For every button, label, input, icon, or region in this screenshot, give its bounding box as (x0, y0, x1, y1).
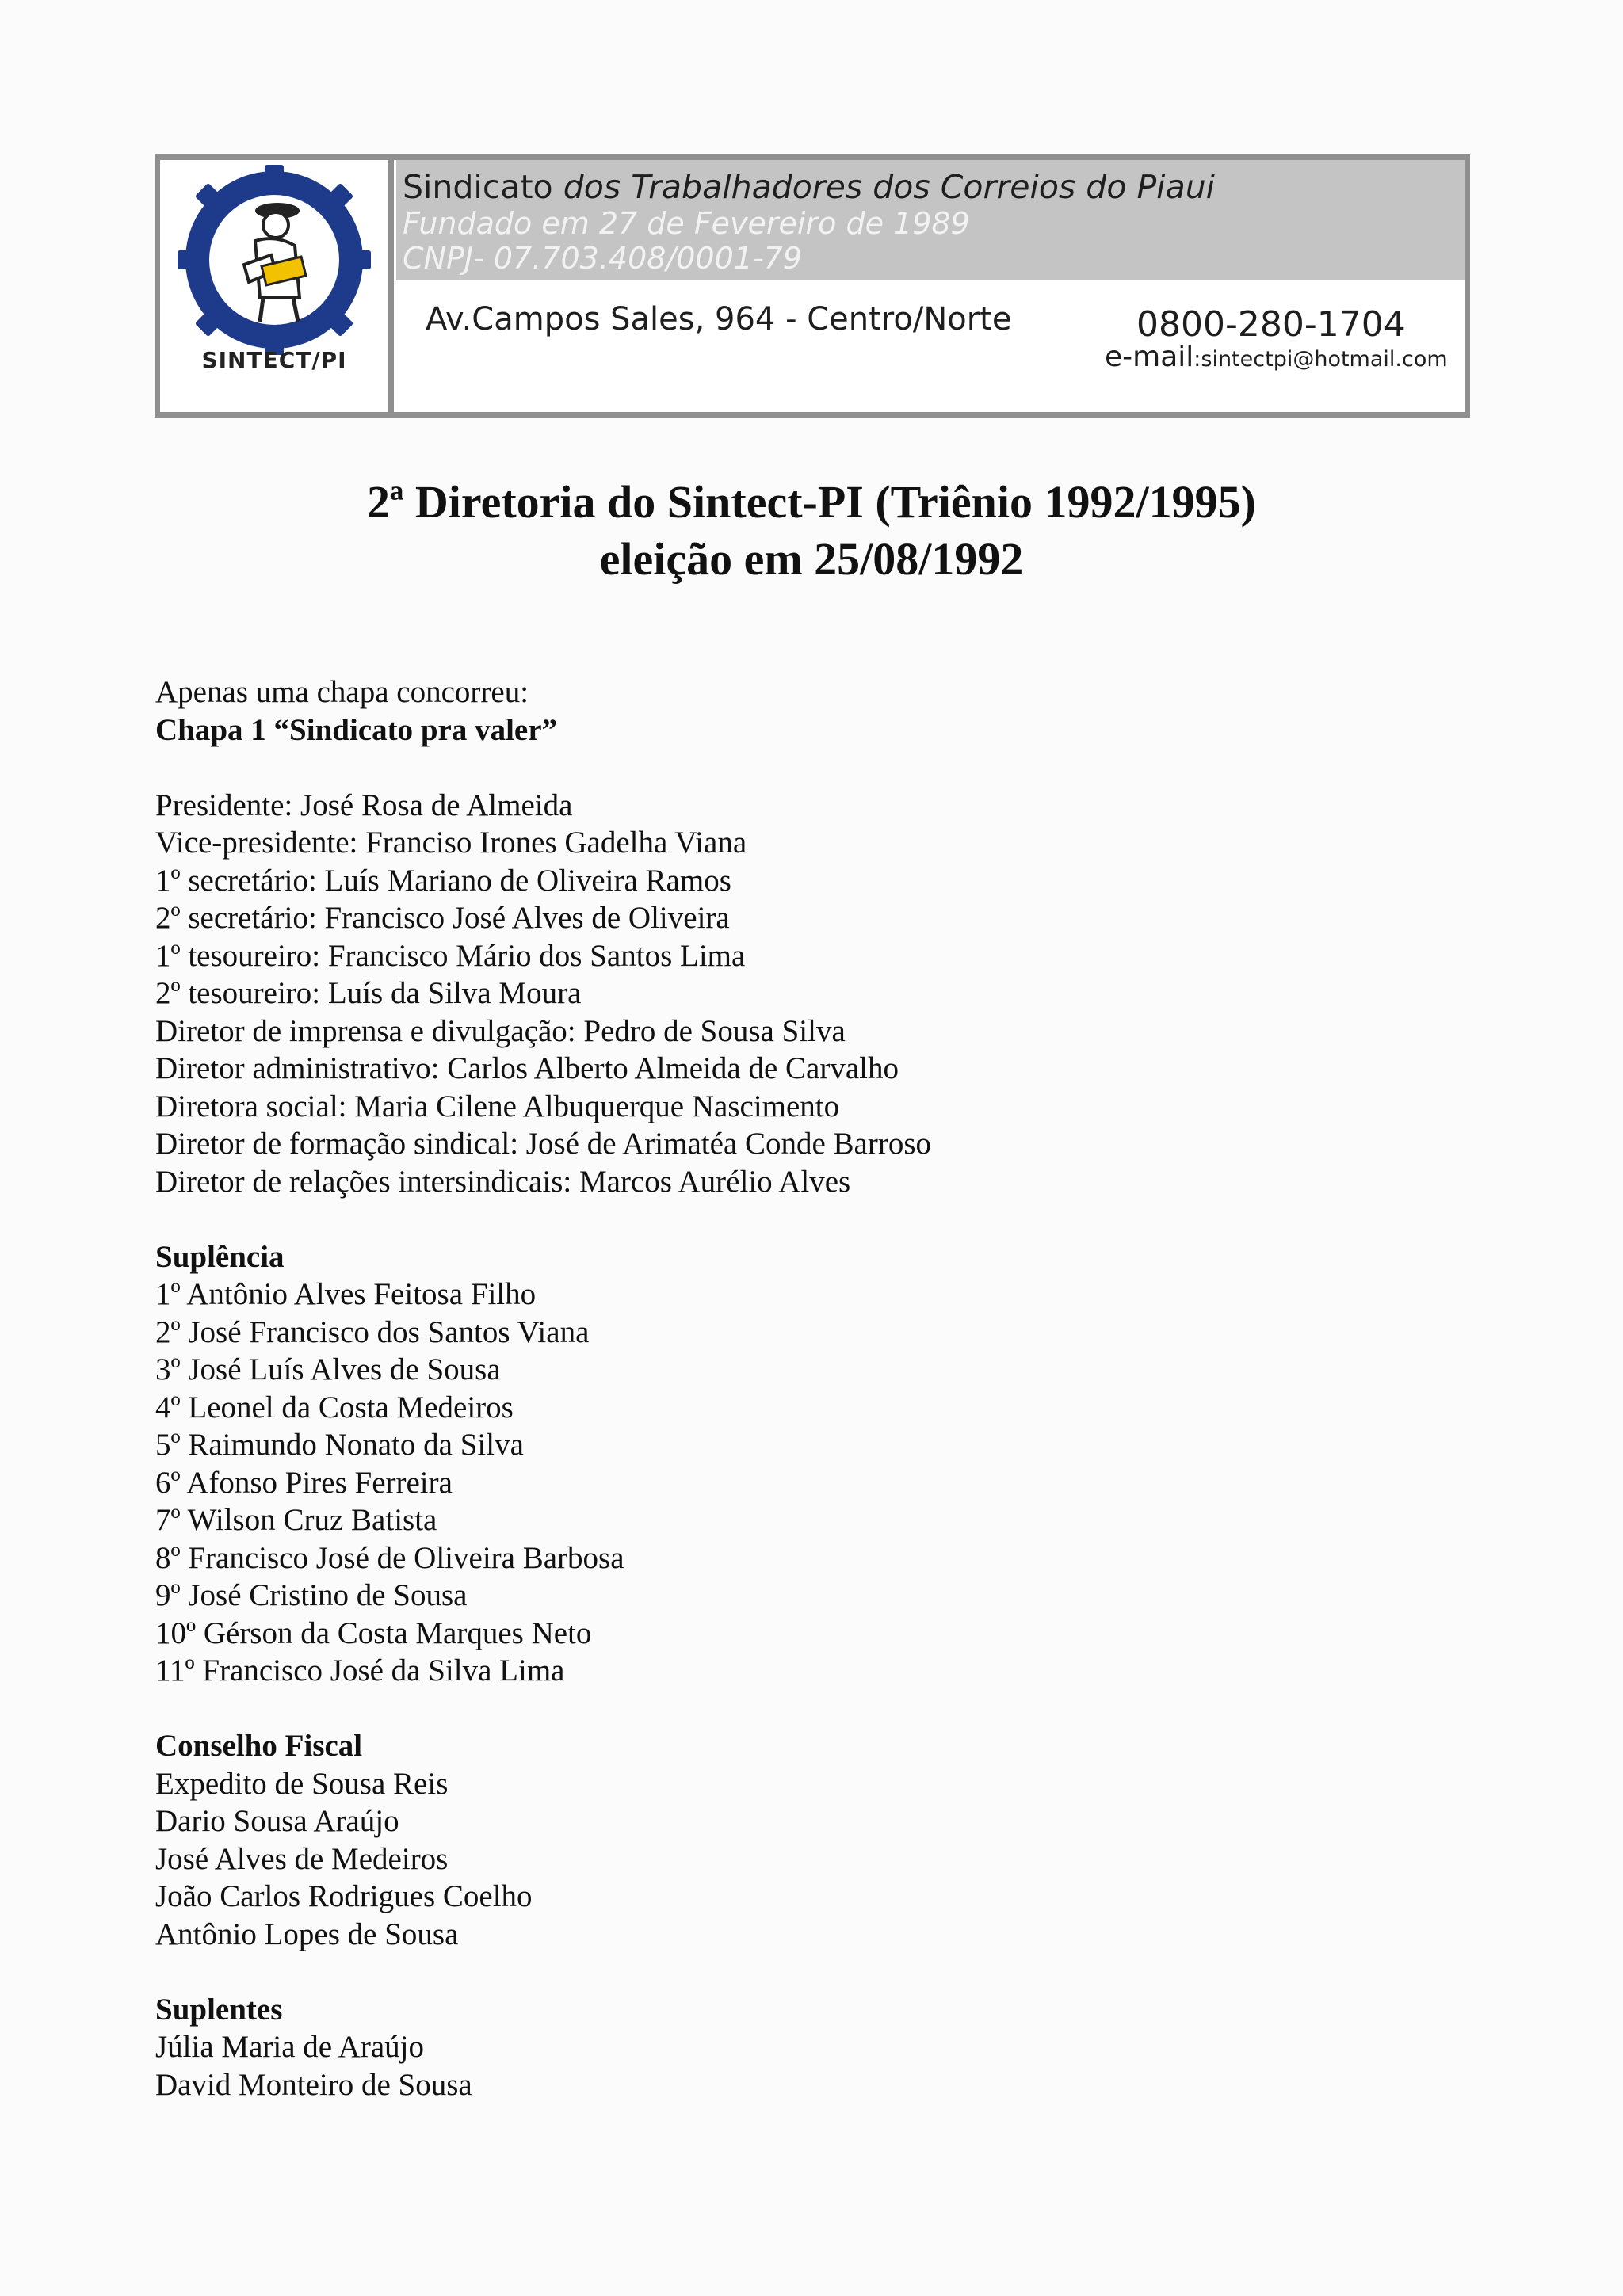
logo-box (160, 160, 394, 412)
conselho-item: Dario Sousa Araújo (155, 1804, 399, 1838)
suplentes-list (155, 2028, 1503, 2103)
conselho-item: João Carlos Rodrigues Coelho (155, 1879, 533, 1913)
suplencia-item: 1º Antônio Alves Feitosa Filho (155, 1277, 537, 1311)
board-item: 1º secretário: Luís Mariano de Oliveira Ramos (155, 863, 731, 898)
spacer (155, 1953, 1503, 1991)
conselho-item: Expedito de Sousa Reis (155, 1766, 449, 1801)
board-item: 1º tesoureiro: Francisco Mário dos Santos Lima (155, 938, 746, 973)
conselho-heading: Conselho Fiscal (155, 1729, 363, 1763)
letterhead-band (396, 160, 1465, 280)
suplencia-item: 8º Francisco José de Oliveira Barbosa (155, 1540, 624, 1575)
suplencia-item: 11º Francisco José da Silva Lima (155, 1653, 565, 1688)
phone-number: 0800-280-1704 (1136, 304, 1406, 345)
letterhead (155, 154, 1470, 418)
board-item: Diretor de relações intersindicais: Marcos Aurélio Alves (155, 1164, 851, 1199)
board-list (155, 787, 1503, 1201)
suplentes-item: David Monteiro de Sousa (155, 2067, 472, 2102)
union-name-italic: dos Trabalhadores dos Correios do Piaui (563, 168, 1216, 206)
email-label: e-mail (1105, 341, 1194, 373)
title-line-2: eleição em 25/08/1992 (599, 533, 1024, 585)
spacer (155, 749, 1503, 787)
address: Av.Campos Sales, 964 - Centro/Norte (426, 301, 1012, 338)
suplentes-item: Júlia Maria de Araújo (155, 2030, 424, 2064)
suplencia-item: 4º Leonel da Costa Medeiros (155, 1390, 514, 1425)
title-line-1: 2ª Diretoria do Sintect-PI (Triênio 1992/1995) (367, 476, 1256, 528)
board-item: Diretor administrativo: Carlos Alberto Almeida de Carvalho (155, 1051, 899, 1085)
suplencia-heading: Suplência (155, 1239, 285, 1274)
board-item: Presidente: José Rosa de Almeida (155, 788, 573, 822)
spacer (155, 1690, 1503, 1728)
suplencia-item: 5º Raimundo Nonato da Silva (155, 1428, 524, 1462)
board-item: Diretor de imprensa e divulgação: Pedro de Sousa Silva (155, 1013, 846, 1048)
suplencia-list (155, 1276, 1503, 1690)
board-item: 2º secretário: Francisco José Alves de Oliveira (155, 901, 730, 935)
page-title (0, 474, 1623, 588)
conselho-list (155, 1765, 1503, 1954)
cnpj: CNPJ- 07.703.408/0001-79 (403, 241, 803, 276)
slate-name: Chapa 1 “Sindicato pra valer” (155, 712, 558, 747)
suplencia-item: 10º Gérson da Costa Marques Neto (155, 1615, 592, 1650)
suplencia-item: 6º Afonso Pires Ferreira (155, 1465, 453, 1500)
suplencia-item: 7º Wilson Cruz Batista (155, 1503, 437, 1537)
logo-caption: SINTECT/PI (201, 347, 347, 373)
suplencia-item: 3º José Luís Alves de Sousa (155, 1352, 501, 1386)
board-item: Diretor de formação sindical: José de Arimatéa Conde Barroso (155, 1127, 932, 1161)
sintect-logo-icon (166, 163, 382, 361)
conselho-item: Antônio Lopes de Sousa (155, 1917, 459, 1951)
board-item: Vice-presidente: Franciso Irones Gadelha Viana (155, 826, 747, 860)
conselho-item: José Alves de Medeiros (155, 1841, 449, 1876)
spacer (155, 1200, 1503, 1238)
suplentes-heading: Suplentes (155, 1992, 283, 2027)
board-item: 2º tesoureiro: Luís da Silva Moura (155, 976, 582, 1010)
suplencia-item: 2º José Francisco dos Santos Viana (155, 1314, 590, 1349)
email (1105, 341, 1448, 373)
document-body (155, 673, 1503, 2103)
founded-date: Fundado em 27 de Fevereiro de 1989 (403, 206, 970, 241)
email-value: :sintectpi@hotmail.com (1193, 347, 1448, 372)
intro-text: Apenas uma chapa concorreu: (155, 675, 529, 709)
union-prefix: Sindicato (403, 168, 553, 206)
suplencia-item: 9º José Cristino de Sousa (155, 1578, 468, 1612)
union-name (403, 168, 1215, 206)
board-item: Diretora social: Maria Cilene Albuquerque Nascimento (155, 1089, 840, 1123)
